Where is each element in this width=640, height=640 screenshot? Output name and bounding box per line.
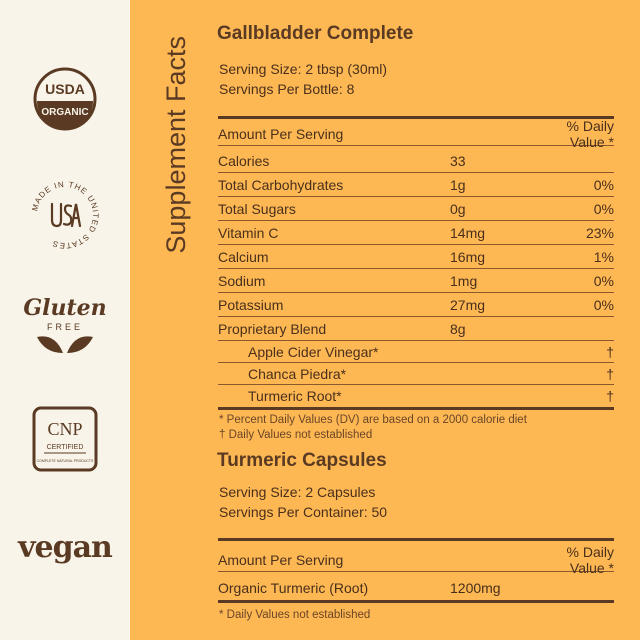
vegan-badge: vegan (18, 530, 112, 565)
nutrient-name: Total Sugars (218, 200, 296, 217)
table-row (218, 221, 614, 245)
nutrient-amount: 1g (450, 176, 466, 193)
table-row (218, 317, 614, 341)
table-row (218, 245, 614, 269)
table-row (218, 576, 614, 600)
ingredient-name: Apple Cider Vinegar* (248, 343, 379, 360)
serving-size: Serving Size: 2 tbsp (30ml) (219, 61, 388, 77)
nutrient-amount: 16mg (450, 248, 486, 265)
svg-text:ORGANIC: ORGANIC (41, 107, 89, 118)
footnote: † Daily Values not established (219, 429, 373, 441)
nutrient-dv: 23% (585, 224, 614, 241)
vertical-title: Supplement Facts (161, 36, 191, 254)
nutrient-amount: 33 (450, 152, 466, 169)
nutrient-dv: 0% (593, 176, 614, 193)
usda-organic-badge (25, 66, 105, 132)
nutrient-name: Sodium (218, 272, 266, 289)
nutrient-amount: 8g (450, 320, 466, 337)
made-in-usa-badge (25, 180, 105, 250)
svg-text:COMPLETE NATURAL PRODUCTS: COMPLETE NATURAL PRODUCTS (36, 459, 94, 463)
table-row (218, 173, 614, 197)
nutrient-amount: 27mg (450, 296, 486, 313)
table-header (218, 543, 614, 576)
svg-text:CERTIFIED: CERTIFIED (46, 444, 84, 451)
header-amount: Amount Per Serving (218, 551, 344, 568)
product-title: Gallbladder Complete (217, 23, 414, 44)
svg-text:CNP: CNP (47, 419, 83, 439)
divider (218, 538, 614, 541)
footnote: * Daily Values not established (219, 609, 371, 621)
cnp-certified-badge (25, 405, 105, 473)
table-row (218, 293, 614, 317)
svg-text:MADE IN THE UNITED STATES: MADE IN THE UNITED STATES (30, 180, 100, 250)
nutrient-name: Vitamin C (218, 224, 279, 241)
gluten-free-badge: Gluten FREE (25, 288, 105, 362)
nutrient-dv: 0% (593, 272, 614, 289)
nutrient-dv: 1% (593, 248, 614, 265)
nutrient-amount: 1200mg (450, 580, 501, 596)
certification-panel (0, 0, 130, 640)
ingredient-dv: † (606, 388, 614, 404)
header-dv: % Daily Value * (566, 117, 614, 150)
footnote: * Percent Daily Values (DV) are based on a 2000 calorie diet (219, 414, 527, 426)
serving-size: Serving Size: 2 Capsules (219, 484, 376, 500)
svg-text:USDA: USDA (45, 81, 85, 97)
servings-per-bottle: Servings Per Bottle: 8 (219, 81, 355, 97)
table-row (218, 269, 614, 293)
ingredient-name: Turmeric Root* (248, 388, 342, 404)
ingredient-name: Chanca Piedra* (248, 365, 347, 382)
blend-ingredient-row (218, 341, 614, 363)
divider (218, 407, 614, 410)
nutrient-name: Proprietary Blend (218, 320, 327, 337)
header-dv: % Daily Value * (566, 543, 614, 576)
table-row (218, 149, 614, 173)
table-header (218, 117, 614, 150)
nutrient-name: Calories (218, 152, 270, 169)
nutrient-name: Organic Turmeric (Root) (218, 580, 369, 596)
nutrient-amount: 0g (450, 200, 466, 217)
nutrient-amount: 14mg (450, 224, 486, 241)
nutrient-name: Calcium (218, 248, 269, 265)
blend-ingredient-row (218, 385, 614, 407)
vertical-title-container (158, 18, 194, 272)
product-title: Turmeric Capsules (217, 450, 387, 471)
nutrient-name: Total Carbohydrates (218, 176, 344, 193)
ingredient-dv: † (606, 365, 614, 382)
ingredient-dv: † (606, 343, 614, 360)
nutrient-dv: 0% (593, 296, 614, 313)
header-amount: Amount Per Serving (218, 125, 344, 142)
divider (218, 600, 614, 603)
blend-ingredient-row (218, 363, 614, 385)
nutrient-dv: 0% (593, 200, 614, 217)
servings-per-container: Servings Per Container: 50 (219, 504, 388, 520)
table-row (218, 197, 614, 221)
nutrient-amount: 1mg (450, 272, 478, 289)
nutrient-name: Potassium (218, 296, 284, 313)
